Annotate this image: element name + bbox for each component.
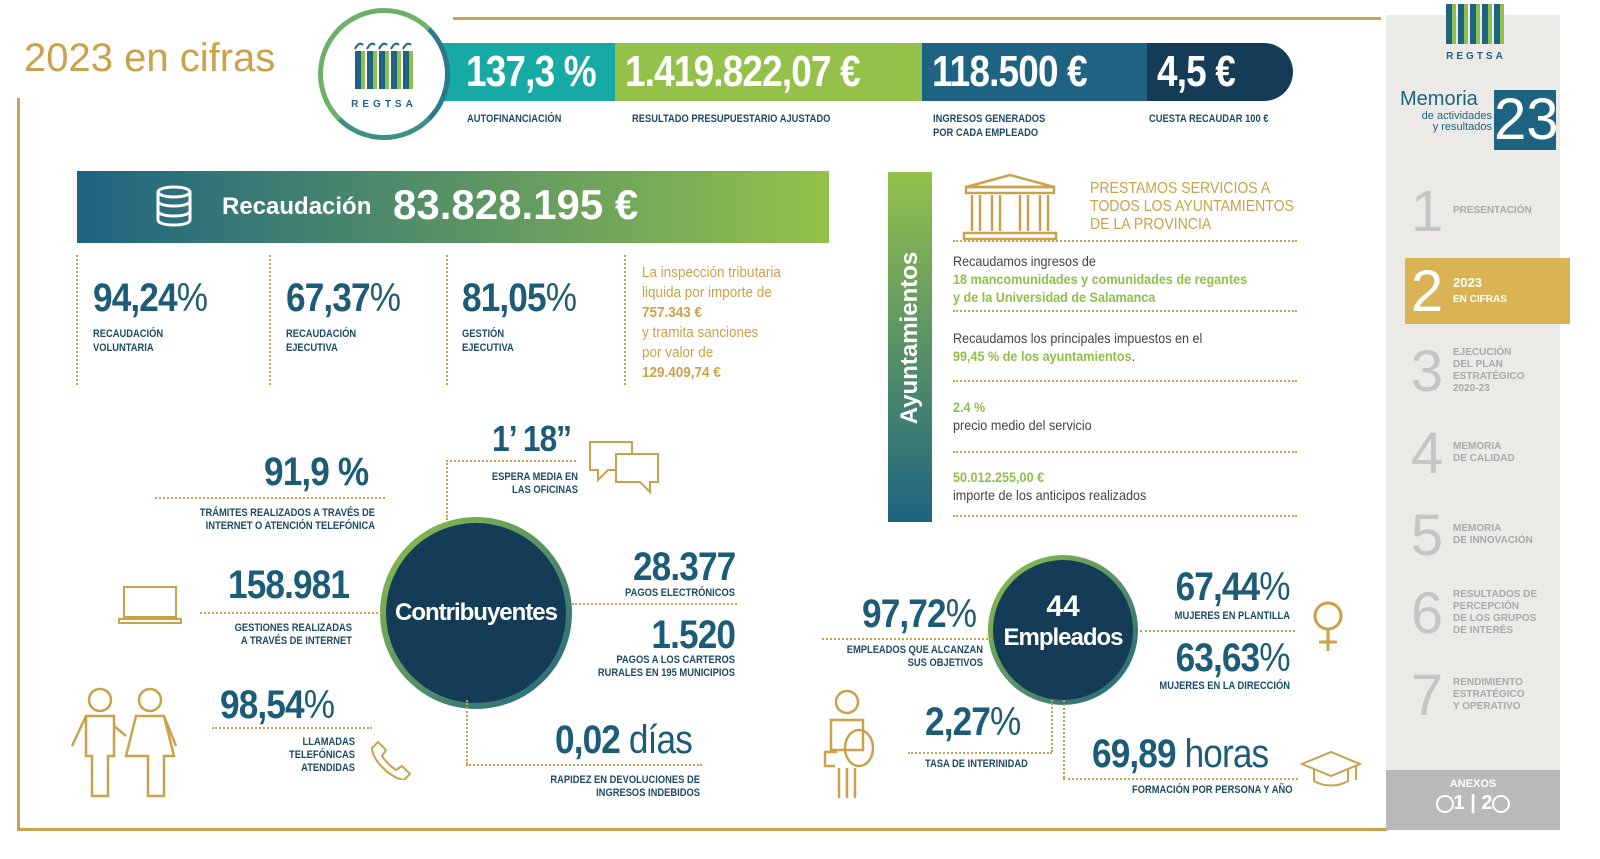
stat-value: 2,27 [925,700,990,744]
memoria-sub: de actividades [1421,110,1492,122]
inspeccion-importe: 757.343 € [642,304,703,321]
connector [822,638,992,640]
divider [269,255,271,385]
heading-line: PRESTAMOS SERVICIOS A [1090,180,1271,197]
rapidez-value [555,718,692,763]
graduation-cap-icon [1300,750,1362,790]
stat-unit: % [303,683,335,727]
item-highlight: 2.4 % [953,399,986,415]
item-label: PERCEPCIÓN [1453,601,1520,612]
item-label: DEL PLAN [1453,359,1503,370]
item-label: EJECUCIÓN [1453,347,1512,358]
item-number: 3 [1410,338,1444,404]
divider [953,451,1297,453]
stat-voluntaria [93,276,207,321]
contribuyentes-circle [380,517,572,709]
tramites-label: INTERNET O ATENCIÓN TELEFÓNICA [205,520,375,532]
connector [1051,700,1053,752]
stat-unit: % [545,276,577,320]
heading-line: DE LA PROVINCIA [1090,216,1212,233]
tramites-value: 91,9 % [264,450,369,494]
llamadas-label: LLAMADAS [302,736,355,748]
connector [200,612,382,614]
kpi-value: 137,3 % [466,47,596,96]
ayuntamientos-item [953,468,1146,504]
kpi-autofinanciacion [430,43,620,101]
regtsa-logo-icon [353,41,417,93]
sidebar-item-calidad[interactable] [1405,420,1568,486]
inspeccion-sanciones: 129.409,74 € [642,364,721,381]
item-text: Recaudamos los principales impuestos en el [953,330,1203,346]
logo-text: REGTSA [351,99,417,110]
town-hall-icon [962,173,1058,241]
interinidad-label: TASA DE INTERINIDAD [925,758,1028,770]
item-label: MEMORIA [1453,523,1502,534]
item-highlight: 18 mancomunidades y comunidades de regantes [953,271,1248,287]
anexos-label: ANEXOS [1449,778,1497,790]
logo-circle [318,8,450,140]
divider [76,255,78,385]
rapidez-label: INGRESOS INDEBIDOS [596,787,700,799]
text-line: La inspección tributaria [642,264,781,281]
sidebar-logo-text: REGTSA [1446,51,1506,62]
sidebar-item-cifras[interactable] [1405,258,1570,324]
memoria-sub: y resultados [1432,121,1492,133]
divider [953,380,1297,382]
stat-label: RECAUDACIÓN [93,328,164,340]
espera-label: ESPERA MEDIA EN [491,471,578,483]
pagos-carteros-value: 1.520 [651,613,735,657]
stat-value: 69,89 [1092,732,1176,776]
stat-unit: días [628,718,692,762]
llamadas-label: ATENDIDAS [301,762,355,774]
memoria-year: 23 [1494,87,1559,152]
item-number: 5 [1410,502,1444,568]
item-label: MEMORIA [1453,441,1502,452]
female-symbol-icon [1310,600,1346,654]
sidebar-item-percepcion[interactable] [1405,580,1568,646]
stat-value: 67,37 [286,276,370,320]
connector [1063,778,1298,780]
objetivos-label: EMPLEADOS QUE ALCANZAN [846,644,983,656]
circle-icon [1436,795,1454,813]
item-label: RENDIMIENTO [1453,677,1523,688]
kpi-coste [1147,43,1293,101]
top-rule [453,17,1381,20]
stat-value: 94,24 [93,276,177,320]
item-text: . [1131,348,1136,364]
stat-gestion [462,276,576,321]
stat-unit: % [369,276,401,320]
left-rule [17,98,20,830]
empleados-circle [988,555,1138,705]
interinidad-value [925,700,1020,745]
people-icon [68,686,183,798]
item-highlight: y de la Universidad de Salamanca [953,289,1156,305]
kpi-value: 1.419.822,07 € [625,47,860,96]
item-label: DE INTERÉS [1453,625,1514,636]
connector [908,752,1052,754]
connector [155,497,385,499]
sidebar-item-plan[interactable] [1405,338,1568,404]
llamadas-value [220,683,334,728]
employee-trophy-icon [815,688,885,800]
anexos-panel: ANEXOS 1 | 2 [1386,770,1560,830]
item-label: 2020-23 [1453,383,1490,394]
tramites-label: TRÁMITES REALIZADOS A TRAVÉS DE [199,507,375,519]
recaudacion-title: Recaudación [222,193,372,220]
sidebar-item-presentacion[interactable] [1405,178,1568,244]
stat-value: 0,02 [555,718,620,762]
empleados-title: Empleados [1003,624,1123,651]
memoria-subtitle [1400,111,1492,133]
text-line: por valor de [642,344,714,361]
laptop-icon [118,585,182,625]
item-text: importe de los anticipos realizados [953,487,1147,503]
connector [446,460,576,462]
gestiones-value: 158.981 [228,563,350,607]
divider [446,255,448,385]
ayuntamientos-bar [888,172,932,522]
kpi-resultado [615,43,925,101]
connector [446,460,448,520]
page-title: 2023 en cifras [24,36,276,80]
gestiones-label: A TRAVÉS DE INTERNET [240,635,352,647]
stat-value: 98,54 [220,683,304,727]
gestiones-label: GESTIONES REALIZADAS [234,622,352,634]
item-label: ESTRATÉGICO [1453,689,1525,700]
item-text: precio medio del servicio [953,417,1092,433]
kpi-value: 118.500 € [932,47,1087,96]
stat-unit: % [945,592,977,636]
rapidez-label: RAPIDEZ EN DEVOLUCIONES DE [550,774,700,786]
pagos-carteros-label: PAGOS A LOS CARTEROS [616,654,735,666]
item-number: 4 [1410,420,1444,486]
kpi-ingresos [922,43,1150,101]
kpi-value: 4,5 € [1157,47,1236,96]
item-label: ESTRATÉGICO [1453,371,1525,382]
stat-label: EJECUTIVA [462,342,514,354]
ayuntamientos-item [953,329,1202,365]
recaudacion-banner [77,171,829,243]
stat-value: 67,44 [1175,565,1260,609]
connector [1140,630,1295,632]
stat-label: GESTIÓN [462,328,505,340]
item-highlight: 99,45 % de los ayuntamientos [953,348,1132,364]
connector [572,603,737,605]
pagos-electronicos-label: PAGOS ELECTRÓNICOS [625,587,735,599]
connector [1063,700,1065,778]
item-text: Recaudamos ingresos de [953,253,1096,269]
pagos-electronicos-value: 28.377 [632,545,735,589]
llamadas-label: TELEFÓNICAS [289,749,355,761]
item-number: 1 [1410,178,1444,244]
empleados-count: 44 [1046,590,1080,623]
database-icon [155,185,193,227]
stat-unit: % [1259,565,1290,609]
divider [953,240,1297,242]
kpi-label: POR CADA EMPLEADO [933,127,1039,139]
objetivos-label: SUS OBJETIVOS [907,657,983,669]
anexo-1-link[interactable]: 1 [1453,792,1465,814]
stat-value: 63,63 [1175,636,1260,680]
item-label: 2023 [1453,275,1482,290]
stat-label: RECAUDACIÓN [286,328,357,340]
recaudacion-amount: 83.828.195 € [393,181,639,228]
kpi-label: CUESTA RECAUDAR 100 € [1149,113,1269,125]
item-number: 6 [1410,580,1444,646]
mujeres-direccion-value [1176,636,1290,681]
ayuntamientos-item [953,398,1092,434]
mujeres-plantilla-label: MUJERES EN PLANTILLA [1174,610,1290,622]
sidebar-logo-icon [1444,0,1508,48]
kpi-label: RESULTADO PRESUPUESTARIO AJUSTADO [632,113,831,125]
item-number: 7 [1410,662,1444,728]
item-highlight: 50.012.255,00 € [953,469,1045,485]
formacion-label: FORMACIÓN POR PERSONA Y AÑO [1132,784,1293,796]
sidebar-item-innovacion[interactable] [1405,502,1568,568]
sidebar-item-rendimiento[interactable] [1405,662,1568,728]
anexo-2-link[interactable]: 2 [1481,792,1493,814]
phone-icon [370,738,412,780]
item-number: 2 [1410,258,1444,324]
heading-line: TODOS LOS AYUNTAMIENTOS [1090,198,1294,215]
espera-label: LAS OFICINAS [512,484,578,496]
stat-label: EJECUTIVA [286,342,338,354]
connector [466,764,702,766]
item-label: DE LOS GRUPOS [1453,613,1537,624]
mujeres-plantilla-value [1176,565,1290,610]
ayuntamientos-heading [1090,180,1294,234]
kpi-label: AUTOFINANCIACIÓN [467,113,562,125]
connector [466,700,468,764]
divider [624,255,626,385]
stat-value: 81,05 [462,276,546,320]
item-label: Y OPERATIVO [1453,701,1521,712]
espera-value: 1’ 18’’ [492,418,571,459]
item-label: RESULTADOS DE [1453,589,1538,600]
chat-bubbles-icon [588,440,660,494]
item-label: EN CIFRAS [1453,294,1507,305]
memoria-title: Memoria [1400,88,1478,110]
text-line: liquida por importe de [642,284,772,301]
ayuntamientos-item [953,252,1247,306]
formacion-value [1092,732,1268,777]
stat-unit: horas [1184,732,1269,776]
contribuyentes-title: Contribuyentes [386,523,566,703]
stat-ejecutiva [286,276,400,321]
inspeccion-text [642,263,781,383]
mujeres-direccion-label: MUJERES EN LA DIRECCIÓN [1159,680,1290,692]
text-line: y tramita sanciones [642,324,759,341]
divider [953,515,1297,517]
stat-unit: % [1259,636,1290,680]
item-label: PRESENTACIÓN [1453,205,1532,216]
item-label: DE CALIDAD [1453,453,1515,464]
bottom-rule [17,828,1387,831]
stat-label: VOLUNTARIA [93,342,154,354]
circle-icon [1492,795,1510,813]
item-label: DE INNOVACIÓN [1453,535,1533,546]
objetivos-value [862,592,976,637]
stat-unit: % [176,276,208,320]
stat-value: 97,72 [862,592,946,636]
pagos-carteros-label: RURALES EN 195 MUNICIPIOS [597,667,735,679]
kpi-label: INGRESOS GENERADOS [933,113,1046,125]
divider [953,310,1297,312]
stat-unit: % [989,700,1021,744]
ayuntamientos-title: Ayuntamientos [896,251,923,425]
